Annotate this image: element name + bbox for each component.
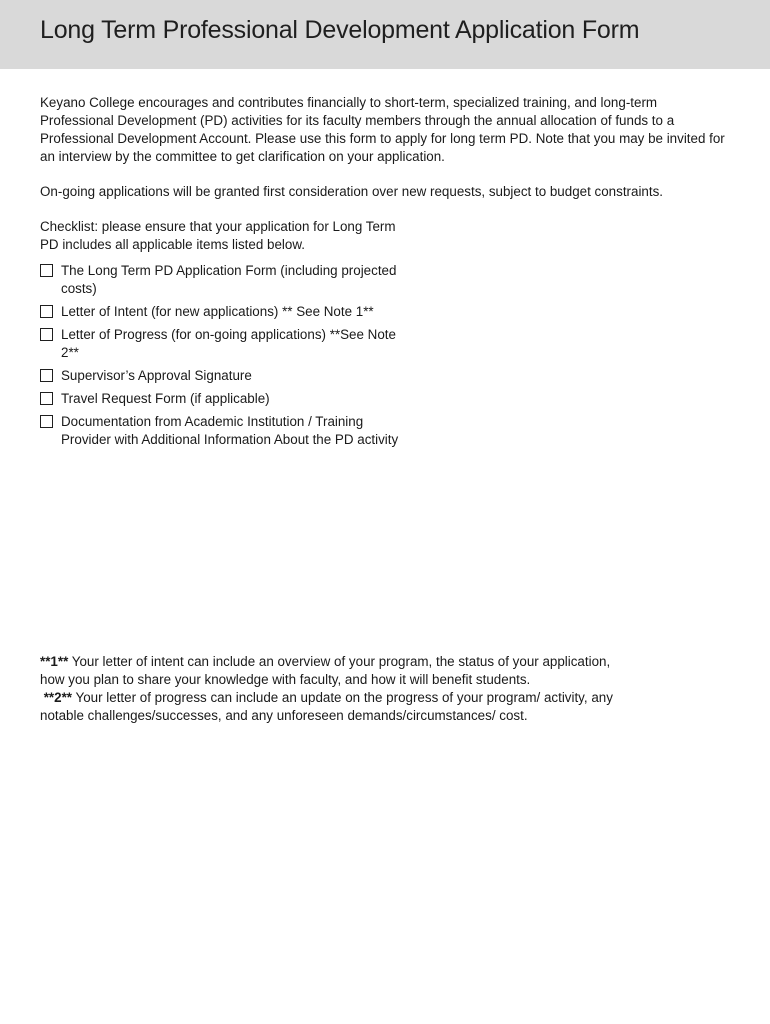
checkbox-application-form[interactable]: [40, 264, 53, 277]
checklist-item-label: The Long Term PD Application Form (including projected costs): [61, 263, 397, 296]
note-2: [40, 689, 620, 725]
checklist-item-label: Supervisor’s Approval Signature: [61, 368, 252, 383]
checkbox-travel-request[interactable]: [40, 392, 53, 405]
checkbox-letter-of-intent[interactable]: [40, 305, 53, 318]
checklist-item-letter-of-progress: [40, 326, 400, 362]
page-title: Long Term Professional Development Application Form: [40, 16, 640, 44]
checkbox-letter-of-progress[interactable]: [40, 328, 53, 341]
note-1-marker: **1**: [40, 654, 69, 669]
note-1: [40, 653, 620, 689]
notes-section: [40, 653, 620, 725]
form-content: [40, 94, 730, 454]
checklist-intro: Checklist: please ensure that your application for Long Term PD includes all applicable items listed below.: [40, 219, 396, 252]
checklist-item-documentation: [40, 413, 400, 449]
checklist-item-application-form: [40, 262, 400, 298]
priority-paragraph: On-going applications will be granted first consideration over new requests, subject to budget constraints.: [40, 184, 664, 199]
checklist-item-label: Travel Request Form (if applicable): [61, 391, 270, 406]
note-1-text: Your letter of intent can include an overview of your program, the status of your application, how you plan to share your knowledge with faculty, and how it will benefit students.: [40, 654, 611, 687]
checklist: [40, 262, 400, 449]
note-2-text: Your letter of progress can include an update on the progress of your program/ activity, any notable challenges/successes, and any unforeseen demands/circumstances/ cost.: [40, 690, 613, 723]
page-header: [0, 0, 770, 69]
intro-paragraph: Keyano College encourages and contributes financially to short-term, specialized training, and long-term Professional Development (PD) activities for its faculty members through the annual allocation of funds to a Professional Development Account. Please use this form to apply for long term PD. Note that you may be invited for an interview by the committee to get clarification on your application.: [40, 95, 725, 164]
checklist-item-label: Letter of Progress (for on-going applications) **See Note 2**: [61, 327, 396, 360]
checkbox-documentation[interactable]: [40, 415, 53, 428]
checklist-item-letter-of-intent: [40, 303, 400, 321]
checklist-item-travel-request: [40, 390, 400, 408]
checklist-item-supervisor-signature: [40, 367, 400, 385]
checklist-item-label: Letter of Intent (for new applications) ** See Note 1**: [61, 304, 374, 319]
checklist-item-label: Documentation from Academic Institution / Training Provider with Additional Information About the PD activity: [61, 414, 399, 447]
note-2-marker: **2**: [40, 690, 73, 705]
checkbox-supervisor-signature[interactable]: [40, 369, 53, 382]
